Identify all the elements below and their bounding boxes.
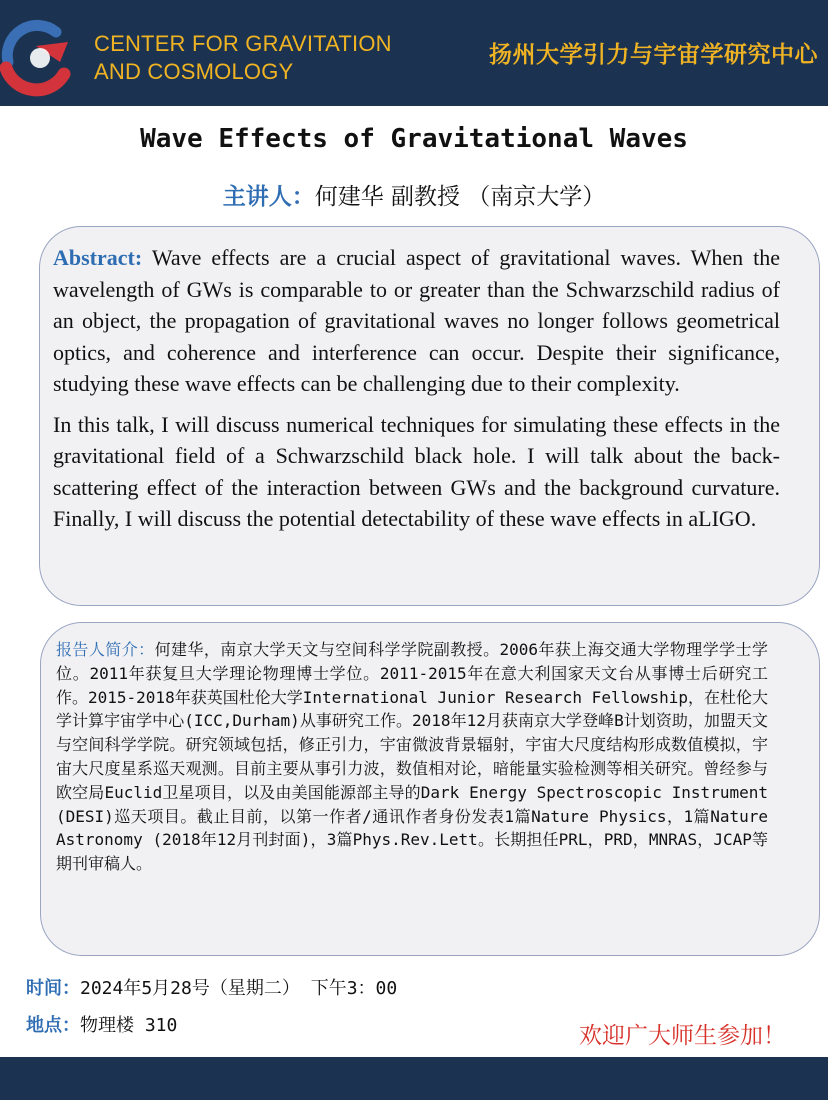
abstract-label: Abstract:: [53, 245, 143, 270]
abstract-p1: Wave effects are a crucial aspect of gravitational waves. When the wavelength of GWs is comparable to or greater than the Schwarzschild radius of an object, the propagation of gravitational waves no longer follows geometrical optics, and coherence and interference can occur. Despite their significance, studying these wave effects can be challenging due to their complexity.: [53, 245, 780, 396]
bio-text: [56, 638, 768, 876]
event-time: [26, 974, 397, 1000]
speaker-line: [0, 178, 828, 211]
header-band: [0, 0, 828, 106]
orbit-logo-icon: [0, 18, 80, 98]
center-name-cn: 扬州大学引力与宇宙学研究中心: [489, 41, 818, 68]
place-label: 地点：: [26, 1015, 80, 1036]
time-label: 时间：: [26, 978, 80, 999]
center-name-line1: CENTER FOR GRAVITATION: [94, 31, 392, 56]
center-name-en: [94, 30, 392, 86]
welcome-message: 欢迎广大师生参加！: [579, 1023, 786, 1049]
abstract-text: [53, 242, 780, 544]
abstract-paragraph-2: In this talk, I will discuss numerical techniques for simulating these effects in the gravitational field of a Schwarzschild black hole. I will talk about the back-scattering effect of the interaction between GWs and the background curvature. Finally, I will discuss the potential detectability of these wave effects in aLIGO.: [53, 411, 780, 531]
bio-label: 报告人简介：: [56, 640, 155, 659]
center-name-line2: AND COSMOLOGY: [94, 59, 294, 84]
event-place: [26, 1011, 177, 1037]
speaker-name: 何建华 副教授 （南京大学）: [314, 184, 606, 210]
bio-body: 何建华，南京大学天文与空间科学学院副教授。2006年获上海交通大学物理学学士学位。2011年获复旦大学理论物理博士学位。2011-2015年在意大利国家天文台从事博士后研究工作。2015-2018年获英国杜伦大学International Junior Research Fellowship，在杜伦大学计算宇宙学中心(ICC,Durham)从事研究工作。2018年12月获南京大学登峰B计划资助，加盟天文与空间科学学院。研究领域包括，修正引力，宇宙微波背景辐射，宇宙大尺度结构形成数值模拟，宇宙大尺度星系巡天观测。目前主要从事引力波，数值相对论，暗能量实验检测等相关研究。曾经参与欧空局Euclid卫星项目，以及由美国能源部主导的Dark Energy Spectroscopic Instrument (DESI)巡天项目。截止目前，以第一作者/通讯作者身份发表1篇Nature Physics，1篇Nature Astronomy (2018年12月刊封面)，3篇Phys.Rev.Lett。长期担任PRL，PRD，MNRAS，JCAP等期刊审稿人。: [56, 640, 769, 874]
footer-band: [0, 1057, 828, 1100]
place-value: 物理楼 310: [80, 1015, 178, 1036]
talk-title: Wave Effects of Gravitational Waves: [140, 124, 688, 154]
time-value: 2024年5月28号（星期二） 下午3：00: [80, 978, 398, 999]
speaker-label: 主讲人：: [222, 183, 315, 210]
abstract-paragraph-1: [53, 242, 780, 400]
